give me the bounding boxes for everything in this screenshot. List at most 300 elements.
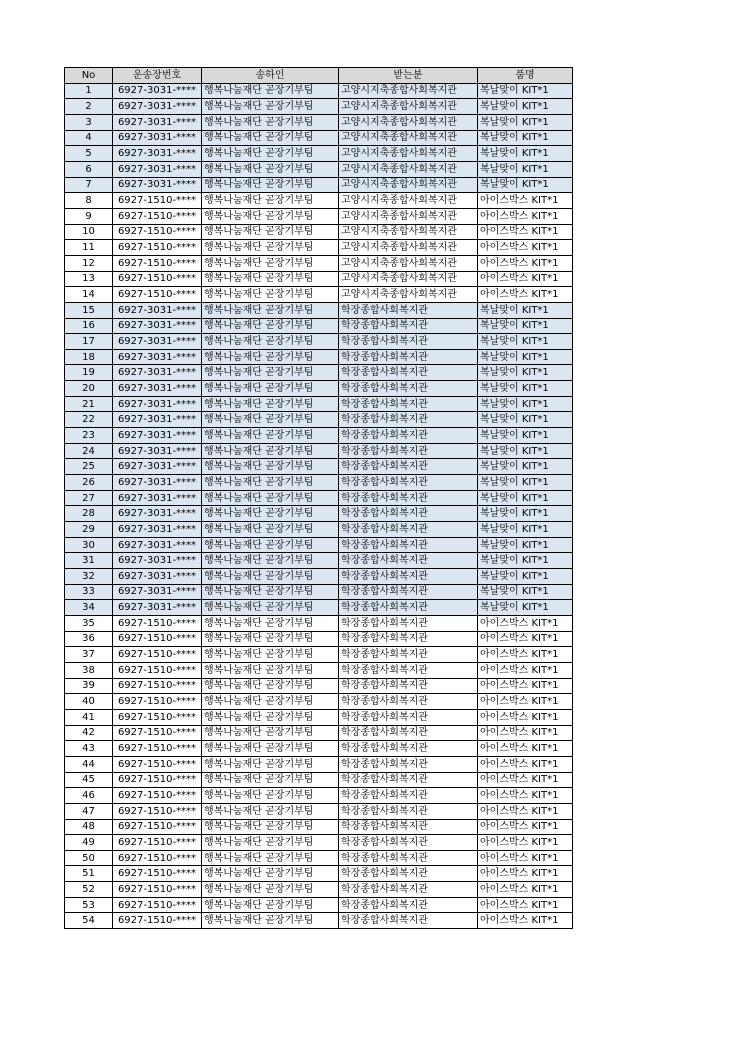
table-row xyxy=(65,678,573,694)
cell-no: 1 xyxy=(65,83,113,99)
cell-receiver: 학장종합사회복지관 xyxy=(339,882,478,898)
cell-receiver: 학장종합사회복지관 xyxy=(339,835,478,851)
table-row xyxy=(65,850,573,866)
cell-sender: 행복나눔재단 곧장기부팀 xyxy=(202,615,339,631)
cell-no: 47 xyxy=(65,803,113,819)
cell-sender: 행복나눔재단 곧장기부팀 xyxy=(202,835,339,851)
cell-sender: 행복나눔재단 곧장기부팀 xyxy=(202,412,339,428)
cell-receiver: 학장종합사회복지관 xyxy=(339,396,478,412)
cell-tracking-number: 6927-3031-**** xyxy=(113,114,202,130)
table-row xyxy=(65,255,573,271)
cell-sender: 행복나눔재단 곧장기부팀 xyxy=(202,788,339,804)
cell-tracking-number: 6927-1510-**** xyxy=(113,662,202,678)
cell-receiver: 학장종합사회복지관 xyxy=(339,381,478,397)
cell-receiver: 학장종합사회복지관 xyxy=(339,772,478,788)
cell-item-name: 복날맞이 KIT*1 xyxy=(478,490,573,506)
cell-no: 7 xyxy=(65,177,113,193)
cell-sender: 행복나눔재단 곧장기부팀 xyxy=(202,709,339,725)
table-row xyxy=(65,114,573,130)
cell-tracking-number: 6927-3031-**** xyxy=(113,569,202,585)
cell-tracking-number: 6927-1510-**** xyxy=(113,255,202,271)
table-row xyxy=(65,741,573,757)
cell-item-name: 아이스박스 KIT*1 xyxy=(478,866,573,882)
cell-tracking-number: 6927-1510-**** xyxy=(113,741,202,757)
cell-item-name: 복날맞이 KIT*1 xyxy=(478,522,573,538)
cell-tracking-number: 6927-3031-**** xyxy=(113,177,202,193)
cell-no: 35 xyxy=(65,615,113,631)
table-row xyxy=(65,177,573,193)
table-row xyxy=(65,882,573,898)
cell-item-name: 복날맞이 KIT*1 xyxy=(478,506,573,522)
cell-no: 51 xyxy=(65,866,113,882)
cell-sender: 행복나눔재단 곧장기부팀 xyxy=(202,678,339,694)
cell-sender: 행복나눔재단 곧장기부팀 xyxy=(202,349,339,365)
cell-no: 11 xyxy=(65,240,113,256)
table-row xyxy=(65,647,573,663)
cell-tracking-number: 6927-3031-**** xyxy=(113,443,202,459)
cell-no: 14 xyxy=(65,287,113,303)
cell-sender: 행복나눔재단 곧장기부팀 xyxy=(202,803,339,819)
cell-no: 41 xyxy=(65,709,113,725)
cell-sender: 행복나눔재단 곧장기부팀 xyxy=(202,850,339,866)
cell-receiver: 학장종합사회복지관 xyxy=(339,412,478,428)
table-row xyxy=(65,819,573,835)
cell-sender: 행복나눔재단 곧장기부팀 xyxy=(202,99,339,115)
cell-sender: 행복나눔재단 곧장기부팀 xyxy=(202,506,339,522)
cell-tracking-number: 6927-3031-**** xyxy=(113,553,202,569)
cell-receiver: 학장종합사회복지관 xyxy=(339,850,478,866)
table-row xyxy=(65,631,573,647)
cell-receiver: 고양시지축종합사회복지관 xyxy=(339,271,478,287)
cell-tracking-number: 6927-1510-**** xyxy=(113,287,202,303)
cell-sender: 행복나눔재단 곧장기부팀 xyxy=(202,177,339,193)
table-row xyxy=(65,522,573,538)
cell-receiver: 학장종합사회복지관 xyxy=(339,694,478,710)
cell-tracking-number: 6927-3031-**** xyxy=(113,83,202,99)
shipment-sheet xyxy=(64,67,572,929)
cell-tracking-number: 6927-1510-**** xyxy=(113,678,202,694)
cell-no: 32 xyxy=(65,569,113,585)
table-row xyxy=(65,897,573,913)
header-no: No xyxy=(65,68,113,84)
table-row xyxy=(65,537,573,553)
table-row xyxy=(65,835,573,851)
cell-tracking-number: 6927-3031-**** xyxy=(113,584,202,600)
cell-no: 54 xyxy=(65,913,113,929)
cell-tracking-number: 6927-3031-**** xyxy=(113,490,202,506)
cell-sender: 행복나눔재단 곧장기부팀 xyxy=(202,224,339,240)
cell-tracking-number: 6927-3031-**** xyxy=(113,161,202,177)
cell-item-name: 아이스박스 KIT*1 xyxy=(478,193,573,209)
cell-no: 17 xyxy=(65,334,113,350)
cell-tracking-number: 6927-3031-**** xyxy=(113,99,202,115)
cell-sender: 행복나눔재단 곧장기부팀 xyxy=(202,381,339,397)
table-row xyxy=(65,600,573,616)
table-row xyxy=(65,913,573,929)
cell-receiver: 고양시지축종합사회복지관 xyxy=(339,99,478,115)
cell-sender: 행복나눔재단 곧장기부팀 xyxy=(202,584,339,600)
cell-no: 37 xyxy=(65,647,113,663)
cell-item-name: 아이스박스 KIT*1 xyxy=(478,788,573,804)
cell-item-name: 복날맞이 KIT*1 xyxy=(478,114,573,130)
cell-item-name: 아이스박스 KIT*1 xyxy=(478,271,573,287)
cell-item-name: 복날맞이 KIT*1 xyxy=(478,396,573,412)
cell-sender: 행복나눔재단 곧장기부팀 xyxy=(202,302,339,318)
cell-item-name: 아이스박스 KIT*1 xyxy=(478,882,573,898)
cell-receiver: 학장종합사회복지관 xyxy=(339,584,478,600)
table-row xyxy=(65,349,573,365)
cell-no: 12 xyxy=(65,255,113,271)
table-row xyxy=(65,443,573,459)
cell-no: 38 xyxy=(65,662,113,678)
cell-sender: 행복나눔재단 곧장기부팀 xyxy=(202,161,339,177)
cell-tracking-number: 6927-3031-**** xyxy=(113,412,202,428)
table-row xyxy=(65,240,573,256)
cell-item-name: 아이스박스 KIT*1 xyxy=(478,208,573,224)
cell-tracking-number: 6927-1510-**** xyxy=(113,913,202,929)
cell-item-name: 아이스박스 KIT*1 xyxy=(478,631,573,647)
cell-receiver: 고양시지축종합사회복지관 xyxy=(339,83,478,99)
table-row xyxy=(65,725,573,741)
cell-no: 52 xyxy=(65,882,113,898)
cell-tracking-number: 6927-1510-**** xyxy=(113,772,202,788)
cell-tracking-number: 6927-1510-**** xyxy=(113,866,202,882)
cell-no: 2 xyxy=(65,99,113,115)
table-row xyxy=(65,83,573,99)
cell-no: 31 xyxy=(65,553,113,569)
cell-no: 29 xyxy=(65,522,113,538)
cell-receiver: 고양시지축종합사회복지관 xyxy=(339,177,478,193)
cell-sender: 행복나눔재단 곧장기부팀 xyxy=(202,459,339,475)
cell-receiver: 학장종합사회복지관 xyxy=(339,662,478,678)
table-row xyxy=(65,788,573,804)
cell-sender: 행복나눔재단 곧장기부팀 xyxy=(202,662,339,678)
cell-sender: 행복나눔재단 곧장기부팀 xyxy=(202,146,339,162)
cell-receiver: 고양시지축종합사회복지관 xyxy=(339,193,478,209)
cell-receiver: 학장종합사회복지관 xyxy=(339,475,478,491)
cell-receiver: 고양시지축종합사회복지관 xyxy=(339,255,478,271)
table-row xyxy=(65,365,573,381)
cell-tracking-number: 6927-3031-**** xyxy=(113,302,202,318)
cell-item-name: 복날맞이 KIT*1 xyxy=(478,412,573,428)
cell-item-name: 아이스박스 KIT*1 xyxy=(478,662,573,678)
table-row xyxy=(65,662,573,678)
table-row xyxy=(65,208,573,224)
cell-no: 15 xyxy=(65,302,113,318)
cell-no: 6 xyxy=(65,161,113,177)
cell-sender: 행복나눔재단 곧장기부팀 xyxy=(202,130,339,146)
table-row xyxy=(65,584,573,600)
cell-receiver: 학장종합사회복지관 xyxy=(339,866,478,882)
cell-item-name: 복날맞이 KIT*1 xyxy=(478,428,573,444)
cell-no: 21 xyxy=(65,396,113,412)
cell-item-name: 복날맞이 KIT*1 xyxy=(478,365,573,381)
cell-item-name: 복날맞이 KIT*1 xyxy=(478,569,573,585)
cell-receiver: 학장종합사회복지관 xyxy=(339,615,478,631)
cell-sender: 행복나눔재단 곧장기부팀 xyxy=(202,208,339,224)
cell-no: 28 xyxy=(65,506,113,522)
cell-tracking-number: 6927-1510-**** xyxy=(113,819,202,835)
cell-item-name: 복날맞이 KIT*1 xyxy=(478,584,573,600)
cell-no: 22 xyxy=(65,412,113,428)
cell-sender: 행복나눔재단 곧장기부팀 xyxy=(202,240,339,256)
cell-sender: 행복나눔재단 곧장기부팀 xyxy=(202,819,339,835)
table-row xyxy=(65,772,573,788)
table-row xyxy=(65,130,573,146)
cell-receiver: 학장종합사회복지관 xyxy=(339,302,478,318)
cell-no: 10 xyxy=(65,224,113,240)
table-row xyxy=(65,756,573,772)
table-row xyxy=(65,193,573,209)
cell-no: 5 xyxy=(65,146,113,162)
table-row xyxy=(65,569,573,585)
cell-no: 40 xyxy=(65,694,113,710)
cell-receiver: 학장종합사회복지관 xyxy=(339,537,478,553)
cell-item-name: 아이스박스 KIT*1 xyxy=(478,287,573,303)
cell-tracking-number: 6927-1510-**** xyxy=(113,615,202,631)
cell-sender: 행복나눔재단 곧장기부팀 xyxy=(202,83,339,99)
cell-item-name: 복날맞이 KIT*1 xyxy=(478,443,573,459)
cell-receiver: 학장종합사회복지관 xyxy=(339,349,478,365)
cell-sender: 행복나눔재단 곧장기부팀 xyxy=(202,772,339,788)
cell-no: 44 xyxy=(65,756,113,772)
cell-item-name: 복날맞이 KIT*1 xyxy=(478,83,573,99)
cell-receiver: 학장종합사회복지관 xyxy=(339,490,478,506)
table-row xyxy=(65,318,573,334)
cell-tracking-number: 6927-3031-**** xyxy=(113,365,202,381)
table-row xyxy=(65,334,573,350)
cell-tracking-number: 6927-1510-**** xyxy=(113,208,202,224)
cell-no: 53 xyxy=(65,897,113,913)
cell-no: 27 xyxy=(65,490,113,506)
cell-receiver: 학장종합사회복지관 xyxy=(339,600,478,616)
cell-receiver: 학장종합사회복지관 xyxy=(339,506,478,522)
table-row xyxy=(65,459,573,475)
cell-receiver: 학장종합사회복지관 xyxy=(339,569,478,585)
table-row xyxy=(65,428,573,444)
cell-sender: 행복나눔재단 곧장기부팀 xyxy=(202,475,339,491)
cell-item-name: 복날맞이 KIT*1 xyxy=(478,553,573,569)
cell-no: 3 xyxy=(65,114,113,130)
cell-item-name: 아이스박스 KIT*1 xyxy=(478,709,573,725)
cell-sender: 행복나눔재단 곧장기부팀 xyxy=(202,882,339,898)
cell-no: 43 xyxy=(65,741,113,757)
cell-no: 50 xyxy=(65,850,113,866)
cell-no: 25 xyxy=(65,459,113,475)
cell-tracking-number: 6927-3031-**** xyxy=(113,130,202,146)
cell-tracking-number: 6927-1510-**** xyxy=(113,882,202,898)
cell-tracking-number: 6927-1510-**** xyxy=(113,803,202,819)
cell-item-name: 아이스박스 KIT*1 xyxy=(478,224,573,240)
cell-receiver: 학장종합사회복지관 xyxy=(339,334,478,350)
cell-item-name: 복날맞이 KIT*1 xyxy=(478,381,573,397)
cell-item-name: 아이스박스 KIT*1 xyxy=(478,835,573,851)
cell-receiver: 고양시지축종합사회복지관 xyxy=(339,161,478,177)
table-row xyxy=(65,287,573,303)
cell-sender: 행복나눔재단 곧장기부팀 xyxy=(202,913,339,929)
cell-receiver: 학장종합사회복지관 xyxy=(339,318,478,334)
cell-tracking-number: 6927-1510-**** xyxy=(113,193,202,209)
cell-tracking-number: 6927-1510-**** xyxy=(113,240,202,256)
cell-sender: 행복나눔재단 곧장기부팀 xyxy=(202,741,339,757)
cell-sender: 행복나눔재단 곧장기부팀 xyxy=(202,631,339,647)
cell-no: 24 xyxy=(65,443,113,459)
table-row xyxy=(65,99,573,115)
header-item-name: 품명 xyxy=(478,68,573,84)
cell-tracking-number: 6927-3031-**** xyxy=(113,146,202,162)
cell-item-name: 아이스박스 KIT*1 xyxy=(478,678,573,694)
cell-sender: 행복나눔재단 곧장기부팀 xyxy=(202,334,339,350)
cell-tracking-number: 6927-1510-**** xyxy=(113,897,202,913)
cell-tracking-number: 6927-1510-**** xyxy=(113,224,202,240)
cell-item-name: 아이스박스 KIT*1 xyxy=(478,756,573,772)
cell-no: 45 xyxy=(65,772,113,788)
cell-item-name: 아이스박스 KIT*1 xyxy=(478,819,573,835)
cell-sender: 행복나눔재단 곧장기부팀 xyxy=(202,114,339,130)
cell-item-name: 아이스박스 KIT*1 xyxy=(478,741,573,757)
cell-receiver: 학장종합사회복지관 xyxy=(339,709,478,725)
cell-tracking-number: 6927-1510-**** xyxy=(113,835,202,851)
cell-sender: 행복나눔재단 곧장기부팀 xyxy=(202,365,339,381)
cell-tracking-number: 6927-1510-**** xyxy=(113,271,202,287)
cell-tracking-number: 6927-1510-**** xyxy=(113,788,202,804)
cell-item-name: 아이스박스 KIT*1 xyxy=(478,647,573,663)
cell-item-name: 아이스박스 KIT*1 xyxy=(478,913,573,929)
cell-tracking-number: 6927-1510-**** xyxy=(113,756,202,772)
cell-receiver: 고양시지축종합사회복지관 xyxy=(339,146,478,162)
cell-item-name: 아이스박스 KIT*1 xyxy=(478,615,573,631)
header-receiver: 받는분 xyxy=(339,68,478,84)
cell-item-name: 복날맞이 KIT*1 xyxy=(478,459,573,475)
table-row xyxy=(65,271,573,287)
table-row xyxy=(65,615,573,631)
cell-receiver: 학장종합사회복지관 xyxy=(339,522,478,538)
table-row xyxy=(65,412,573,428)
cell-no: 48 xyxy=(65,819,113,835)
table-row xyxy=(65,506,573,522)
cell-no: 49 xyxy=(65,835,113,851)
cell-no: 9 xyxy=(65,208,113,224)
cell-receiver: 학장종합사회복지관 xyxy=(339,897,478,913)
table-body xyxy=(65,83,573,928)
table-row xyxy=(65,490,573,506)
cell-item-name: 복날맞이 KIT*1 xyxy=(478,302,573,318)
cell-no: 46 xyxy=(65,788,113,804)
cell-item-name: 아이스박스 KIT*1 xyxy=(478,725,573,741)
table-row xyxy=(65,161,573,177)
cell-tracking-number: 6927-3031-**** xyxy=(113,459,202,475)
cell-sender: 행복나눔재단 곧장기부팀 xyxy=(202,647,339,663)
cell-sender: 행복나눔재단 곧장기부팀 xyxy=(202,866,339,882)
table-row xyxy=(65,694,573,710)
cell-receiver: 학장종합사회복지관 xyxy=(339,913,478,929)
cell-sender: 행복나눔재단 곧장기부팀 xyxy=(202,318,339,334)
table-row xyxy=(65,553,573,569)
cell-tracking-number: 6927-3031-**** xyxy=(113,537,202,553)
cell-receiver: 학장종합사회복지관 xyxy=(339,428,478,444)
table-row xyxy=(65,396,573,412)
cell-no: 4 xyxy=(65,130,113,146)
cell-receiver: 학장종합사회복지관 xyxy=(339,819,478,835)
cell-receiver: 학장종합사회복지관 xyxy=(339,631,478,647)
cell-no: 13 xyxy=(65,271,113,287)
cell-sender: 행복나눔재단 곧장기부팀 xyxy=(202,396,339,412)
shipment-table xyxy=(64,67,573,929)
cell-receiver: 고양시지축종합사회복지관 xyxy=(339,130,478,146)
cell-receiver: 학장종합사회복지관 xyxy=(339,647,478,663)
cell-item-name: 아이스박스 KIT*1 xyxy=(478,255,573,271)
cell-sender: 행복나눔재단 곧장기부팀 xyxy=(202,694,339,710)
table-row xyxy=(65,302,573,318)
cell-sender: 행복나눔재단 곧장기부팀 xyxy=(202,756,339,772)
cell-item-name: 복날맞이 KIT*1 xyxy=(478,130,573,146)
cell-item-name: 아이스박스 KIT*1 xyxy=(478,850,573,866)
cell-item-name: 복날맞이 KIT*1 xyxy=(478,99,573,115)
cell-tracking-number: 6927-3031-**** xyxy=(113,318,202,334)
cell-receiver: 학장종합사회복지관 xyxy=(339,443,478,459)
cell-sender: 행복나눔재단 곧장기부팀 xyxy=(202,193,339,209)
cell-no: 30 xyxy=(65,537,113,553)
cell-no: 39 xyxy=(65,678,113,694)
cell-item-name: 복날맞이 KIT*1 xyxy=(478,177,573,193)
cell-item-name: 아이스박스 KIT*1 xyxy=(478,772,573,788)
cell-receiver: 학장종합사회복지관 xyxy=(339,553,478,569)
cell-item-name: 복날맞이 KIT*1 xyxy=(478,146,573,162)
cell-item-name: 아이스박스 KIT*1 xyxy=(478,694,573,710)
cell-tracking-number: 6927-3031-**** xyxy=(113,334,202,350)
cell-item-name: 아이스박스 KIT*1 xyxy=(478,897,573,913)
cell-tracking-number: 6927-3031-**** xyxy=(113,428,202,444)
cell-no: 26 xyxy=(65,475,113,491)
cell-receiver: 학장종합사회복지관 xyxy=(339,725,478,741)
cell-no: 16 xyxy=(65,318,113,334)
cell-no: 36 xyxy=(65,631,113,647)
table-row xyxy=(65,803,573,819)
cell-sender: 행복나눔재단 곧장기부팀 xyxy=(202,553,339,569)
cell-receiver: 학장종합사회복지관 xyxy=(339,756,478,772)
table-row xyxy=(65,709,573,725)
cell-no: 8 xyxy=(65,193,113,209)
cell-no: 20 xyxy=(65,381,113,397)
cell-receiver: 학장종합사회복지관 xyxy=(339,803,478,819)
cell-receiver: 학장종합사회복지관 xyxy=(339,459,478,475)
cell-no: 42 xyxy=(65,725,113,741)
cell-sender: 행복나눔재단 곧장기부팀 xyxy=(202,287,339,303)
cell-tracking-number: 6927-1510-**** xyxy=(113,647,202,663)
cell-item-name: 복날맞이 KIT*1 xyxy=(478,161,573,177)
cell-receiver: 학장종합사회복지관 xyxy=(339,678,478,694)
cell-tracking-number: 6927-1510-**** xyxy=(113,709,202,725)
cell-receiver: 학장종합사회복지관 xyxy=(339,365,478,381)
cell-receiver: 고양시지축종합사회복지관 xyxy=(339,287,478,303)
table-row xyxy=(65,866,573,882)
cell-item-name: 복날맞이 KIT*1 xyxy=(478,349,573,365)
cell-sender: 행복나눔재단 곧장기부팀 xyxy=(202,600,339,616)
cell-item-name: 복날맞이 KIT*1 xyxy=(478,600,573,616)
cell-no: 18 xyxy=(65,349,113,365)
cell-no: 23 xyxy=(65,428,113,444)
cell-sender: 행복나눔재단 곧장기부팀 xyxy=(202,522,339,538)
table-row xyxy=(65,146,573,162)
cell-sender: 행복나눔재단 곧장기부팀 xyxy=(202,537,339,553)
cell-receiver: 고양시지축종합사회복지관 xyxy=(339,224,478,240)
cell-sender: 행복나눔재단 곧장기부팀 xyxy=(202,443,339,459)
cell-sender: 행복나눔재단 곧장기부팀 xyxy=(202,569,339,585)
cell-sender: 행복나눔재단 곧장기부팀 xyxy=(202,490,339,506)
table-header-row xyxy=(65,68,573,84)
cell-tracking-number: 6927-1510-**** xyxy=(113,631,202,647)
cell-tracking-number: 6927-3031-**** xyxy=(113,349,202,365)
